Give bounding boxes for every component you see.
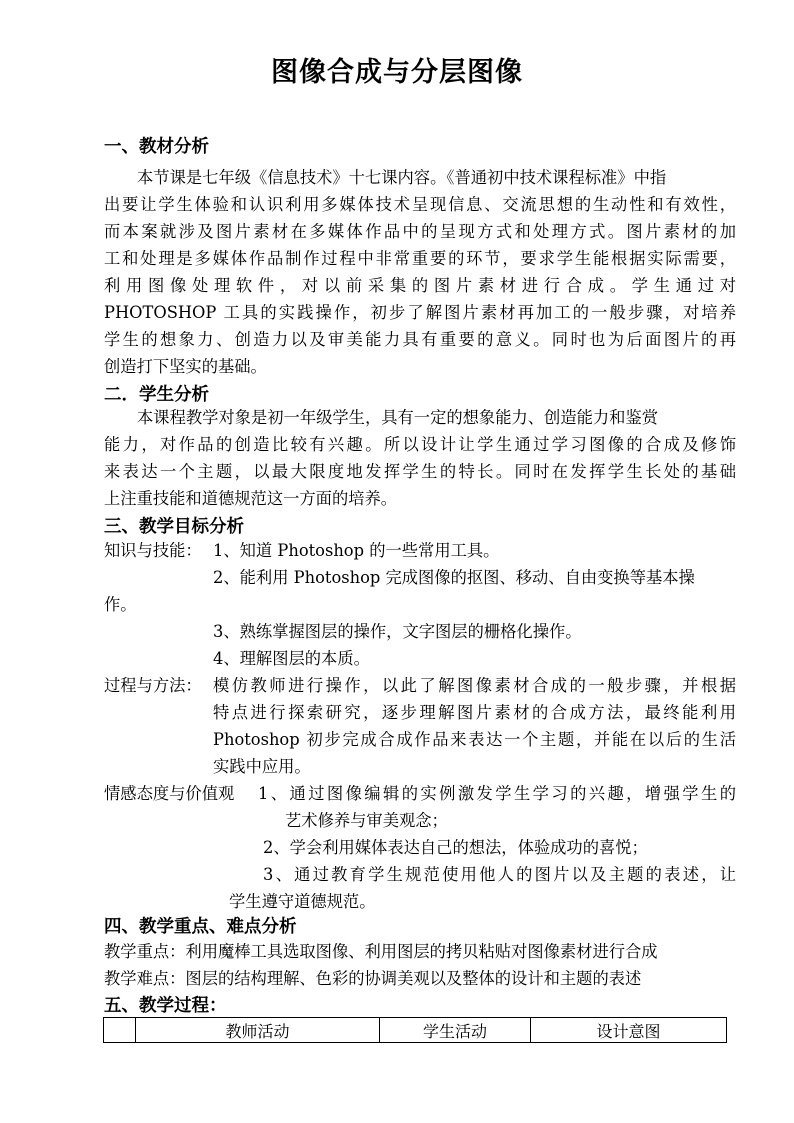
paragraph-line: 能力，对作品的创造比较有兴趣。所以设计让学生通过学习图像的合成及修饰 [104,435,736,454]
table-header-cell [104,1018,136,1043]
goal-item-continuation: 学生遵守道德规范。 [229,892,376,911]
goal-item: 3、通过教育学生规范使用他人的图片以及主题的表述，让 [263,865,736,884]
paragraph-line: PHOTOSHOP 工具的实践操作，初步了解图片素材再加工的一般步骤，对培养 [104,303,736,322]
key-point-line: 教学重点：利用魔棒工具选取图像、利用图层的拷贝粘贴对图像素材进行合成 [104,942,658,961]
section-heading-student-analysis: 二．学生分析 [104,385,209,405]
goal-item: 特点进行探索研究，逐步理解图片素材的合成方法，最终能利用 [213,703,736,722]
paragraph-line: 学生的想象力、创造力以及审美能力具有重要的意义。同时也为后面图片的再 [104,330,736,349]
goal-item: 模仿教师进行操作，以此了解图像素材合成的一般步骤，并根据 [213,676,736,695]
paragraph-line: 来表达一个主题，以最大限度地发挥学生的特长。同时在发挥学生长处的基础 [104,462,736,481]
paragraph-line: 利用图像处理软件，对以前采集的图片素材进行合成。学生通过对 [104,276,736,295]
table-header-cell: 教师活动 [136,1018,380,1043]
paragraph-line: 上注重技能和道德规范这一方面的培养。 [104,489,398,508]
teaching-process-table [103,1017,727,1043]
paragraph-line: 本课程教学对象是初一年级学生，具有一定的想象能力、创造能力和鉴赏 [137,408,659,427]
goal-item: 4、理解图层的本质。 [213,649,370,668]
table-header-cell: 设计意图 [531,1018,727,1043]
goal-item: 3、熟练掌握图层的操作，文字图层的栅格化操作。 [213,622,582,641]
goal-item: 实践中应用。 [213,757,311,776]
goal-item: Photoshop 初步完成合成作品来表达一个主题，并能在以后的生活 [213,730,736,749]
document-title: 图像合成与分层图像 [271,57,523,88]
section-heading-textbook-analysis: 一、教材分析 [104,137,209,157]
paragraph-line: 本节课是七年级《信息技术》十七课内容。《普通初中技术课程标准》中指 [137,168,667,187]
goal-item: 2、能利用 Photoshop 完成图像的抠图、移动、自由变换等基本操 [213,568,695,587]
goal-item: 2、学会利用媒体表达自己的想法，体验成功的喜悦； [263,838,648,857]
goal-item: 1、通过图像编辑的实例激发学生学习的兴趣，增强学生的 [258,784,736,803]
process-method-label: 过程与方法： [104,676,202,695]
difficulty-line: 教学难点：图层的结构理解、色彩的协调美观以及整体的设计和主题的表述 [104,969,642,988]
section-heading-teaching-process: 五、教学过程： [104,996,227,1016]
section-heading-key-points: 四、教学重点、难点分析 [104,917,297,937]
paragraph-line: 而本案就涉及图片素材在多媒体作品中的呈现方式和处理方式。图片素材的加 [104,222,736,241]
knowledge-skills-label: 知识与技能： [104,541,202,560]
paragraph-line: 出要让学生体验和认识利用多媒体技术呈现信息、交流思想的生动性和有效性， [104,195,736,214]
section-heading-teaching-goals: 三、教学目标分析 [104,517,244,537]
table-header-cell: 学生活动 [380,1018,531,1043]
goal-item-continuation: 艺术修养与审美观念； [285,811,448,830]
goal-item: 1、知道 Photoshop 的一些常用工具。 [213,541,500,560]
emotion-values-label: 情感态度与价值观 [104,784,235,803]
paragraph-line: 工和处理是多媒体作品制作过程中非常重要的环节，要求学生能根据实际需要， [104,249,736,268]
goal-item-continuation: 作。 [104,595,137,614]
table-header-row [104,1018,727,1043]
paragraph-line: 创造打下坚实的基础。 [104,357,267,376]
